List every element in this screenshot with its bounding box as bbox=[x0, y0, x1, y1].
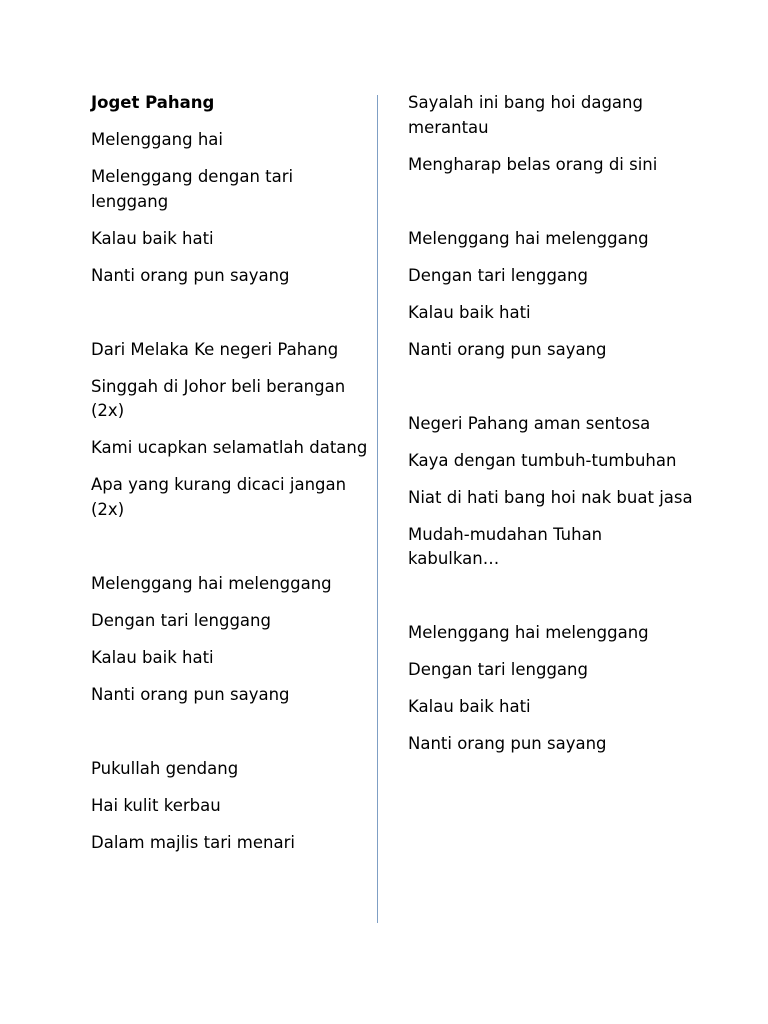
stanza-break bbox=[91, 720, 371, 757]
lyrics-column-right bbox=[408, 91, 698, 769]
lyric-line: Kalau baik hati bbox=[408, 302, 531, 322]
lyric-line: Kaya dengan tumbuh-tumbuhan bbox=[408, 450, 677, 470]
lyric-line: Dalam majlis tari menari bbox=[91, 832, 295, 852]
lyric-line: Nanti orang pun sayang bbox=[408, 734, 607, 753]
column-divider bbox=[377, 95, 378, 923]
lyric-line: Pukullah gendang bbox=[91, 758, 239, 778]
lyric-line: Kalau baik hati bbox=[91, 647, 214, 667]
lyric-line: Nanti orang pun sayang bbox=[408, 339, 607, 359]
stanza-break bbox=[91, 301, 371, 338]
lyric-line: Hai kulit kerbau bbox=[91, 795, 221, 815]
lyric-line: Niat di hati bang hoi nak buat jasa bbox=[408, 487, 693, 507]
stanza-break bbox=[91, 535, 371, 572]
lyric-line: Mudah-mudahan Tuhan kabulkan… bbox=[408, 524, 603, 568]
lyric-line: Negeri Pahang aman sentosa bbox=[408, 413, 651, 433]
lyric-line: Kami ucapkan selamatlah datang bbox=[91, 438, 368, 457]
stanza-break bbox=[408, 584, 698, 621]
lyric-line: Sayalah ini bang hoi dagang merantau bbox=[408, 93, 643, 137]
lyric-line: Kalau baik hati bbox=[91, 228, 214, 248]
lyric-line: Dengan tari lenggang bbox=[408, 265, 588, 285]
lyric-line: Singgah di Johor beli berangan (2x) bbox=[91, 376, 346, 420]
lyric-line: Dari Melaka Ke negeri Pahang bbox=[91, 339, 339, 359]
lyric-line: Melenggang hai melenggang bbox=[408, 623, 649, 642]
song-title: Joget Pahang bbox=[91, 93, 215, 112]
lyric-line: Nanti orang pun sayang bbox=[91, 684, 290, 704]
lyric-line: Melenggang hai bbox=[91, 130, 223, 149]
stanza-break bbox=[408, 190, 698, 227]
lyric-line: Nanti orang pun sayang bbox=[91, 265, 290, 285]
lyric-line: Melenggang dengan tari lenggang bbox=[91, 167, 294, 211]
lyrics-column-left bbox=[91, 91, 371, 868]
lyric-line: Kalau baik hati bbox=[408, 697, 531, 716]
lyric-line: Melenggang hai melenggang bbox=[408, 228, 649, 248]
lyric-line: Apa yang kurang dicaci jangan (2x) bbox=[91, 475, 347, 519]
lyric-line: Dengan tari lenggang bbox=[408, 660, 588, 679]
lyric-line: Mengharap belas orang di sini bbox=[408, 154, 658, 174]
stanza-break bbox=[408, 375, 698, 412]
lyric-line: Melenggang hai melenggang bbox=[91, 573, 332, 593]
lyric-line: Dengan tari lenggang bbox=[91, 610, 271, 630]
